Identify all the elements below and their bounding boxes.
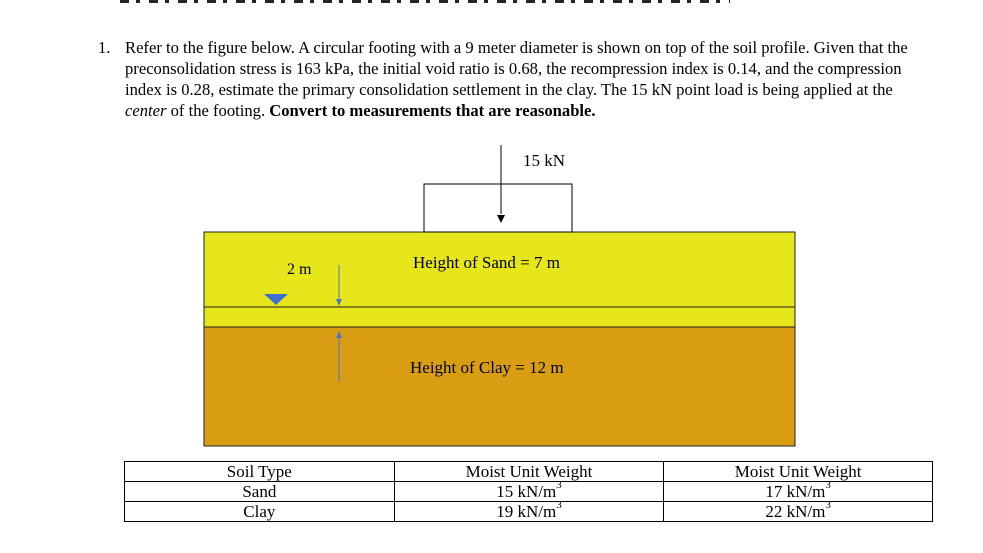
- question-text-part1: Refer to the figure below. A circular footing with a 9 meter diameter is shown on top of the soil profile. Given that the preconsolidation stress is 163 kPa, the initial void ratio is 0.68, the recompression index is 0.14, and the compression index is 0.28, estimate the primary consolidation settlement in the clay. The 15 kN point load is being applied at the: [125, 38, 908, 99]
- clay-height-label: Height of Clay = 12 m: [410, 358, 564, 377]
- unit-superscript: 3: [825, 479, 831, 492]
- unit-superscript: 3: [825, 499, 831, 512]
- table-cell: [394, 479, 664, 502]
- table-cell: Moist Unit Weight: [394, 462, 664, 482]
- table-cell: Moist Unit Weight: [664, 462, 933, 482]
- unit-superscript: 3: [556, 499, 562, 512]
- table-row: [125, 502, 933, 522]
- question-number: 1.: [98, 38, 111, 57]
- question-text-bold: Convert to measurements that are reasonable.: [269, 101, 596, 120]
- unit-weight-value: 17 kN/m: [765, 482, 826, 501]
- table-row: [125, 482, 933, 502]
- table-row: [125, 462, 933, 482]
- table-cell: [664, 499, 933, 522]
- footing: [424, 184, 572, 232]
- table-cell: Clay: [125, 502, 395, 522]
- unit-superscript: 3: [556, 479, 562, 492]
- sand-layer: [204, 232, 795, 327]
- table-cell: Sand: [125, 482, 395, 502]
- unit-weight-value: 22 kN/m: [765, 502, 826, 521]
- question-text-emphasis: center: [125, 101, 167, 120]
- table-cell: [394, 499, 664, 522]
- soil-properties-table: [124, 461, 933, 522]
- water-depth-label: 2 m: [287, 261, 312, 278]
- table-cell: [664, 479, 933, 502]
- question-text-part2: of the footing.: [166, 101, 270, 120]
- unit-weight-value: 19 kN/m: [496, 502, 557, 521]
- load-label: 15 kN: [523, 151, 566, 170]
- table-cell: Soil Type: [125, 462, 395, 482]
- unit-weight-value: 15 kN/m: [496, 482, 557, 501]
- clay-layer: [204, 327, 795, 446]
- sand-height-label: Height of Sand = 7 m: [413, 253, 560, 272]
